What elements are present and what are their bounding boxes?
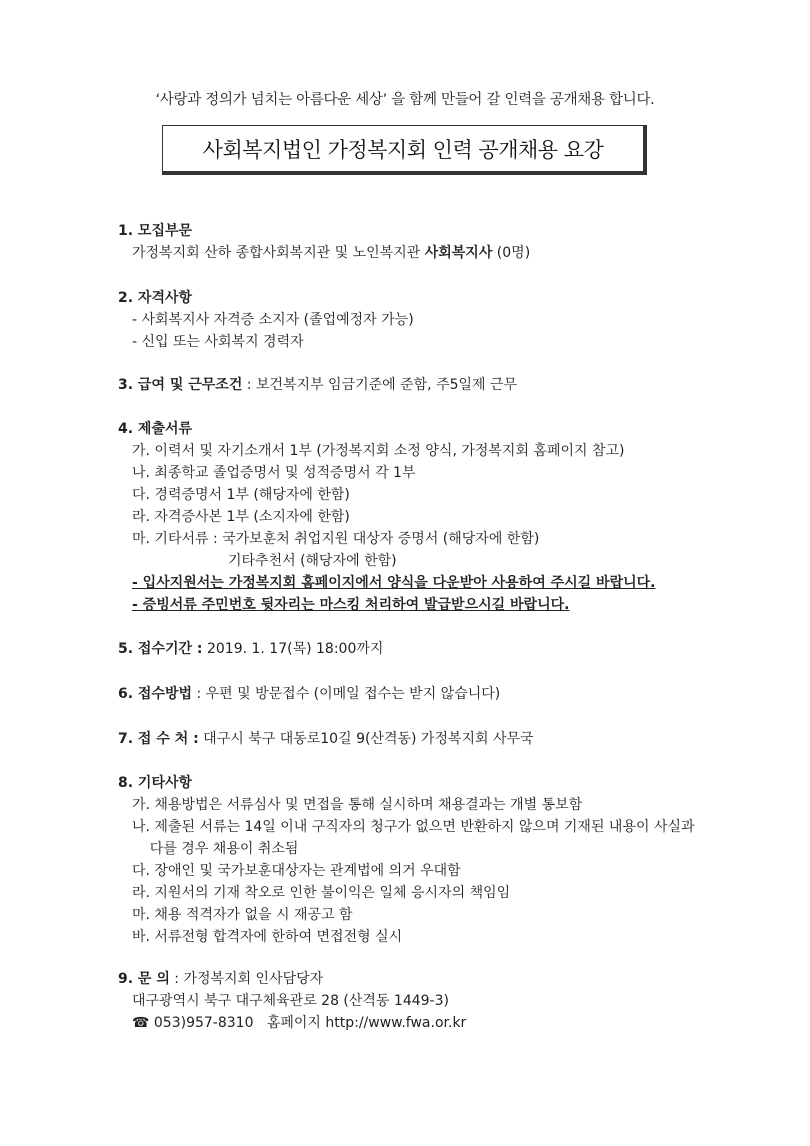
page-title: [162, 125, 647, 175]
section-qualification: [118, 287, 414, 353]
period-text: 2019. 1. 17(목) 18:00까지: [202, 641, 384, 657]
list-item: 가. 이력서 및 자기소개서 1부 (가정복지회 소정 양식, 가정복지회 홈페이지 참고): [132, 443, 625, 459]
list-item: 다를 경우 채용이 취소됨: [132, 841, 299, 857]
recruit-position: 사회복지사: [424, 245, 493, 261]
section-heading: 8. 기타사항: [118, 775, 193, 791]
page-title-text: 사회복지법인 가정복지회 인력 공개채용 요강: [202, 137, 604, 162]
section-contact: [118, 968, 466, 1034]
phone-icon: ☎: [132, 1015, 150, 1031]
list-item: 다. 장애인 및 국가보훈대상자는 관계법에 의거 우대함: [132, 863, 461, 879]
section-heading: 4. 제출서류: [118, 421, 193, 437]
section-heading: 1. 모집부문: [118, 223, 193, 239]
section-period: [118, 638, 383, 660]
recruit-count: (0명): [492, 245, 531, 261]
salary-text: : 보건복지부 임금기준에 준함, 주5일제 근무: [242, 377, 518, 393]
place-text: 대구시 북구 대동로10길 9(산격동) 가정복지회 사무국: [198, 731, 534, 747]
contact-address: 대구광역시 북구 대구체육관로 28 (산격동 1449-3): [132, 993, 449, 1009]
list-item: 바. 서류전형 합격자에 한하여 면접전형 실시: [132, 929, 403, 945]
intro-text: ‘사랑과 정의가 넘치는 아름다운 세상’ 을 함께 만들어 갈 인력을 공개채용 합니다.: [155, 92, 655, 108]
list-item: 라. 지원서의 기재 착오로 인한 불이익은 일체 응시자의 책임임: [132, 885, 511, 901]
section-salary: [118, 374, 517, 396]
contact-phone: 053)957-8310 홈페이지 http://www.fwa.or.kr: [149, 1015, 467, 1031]
list-item: - 사회복지사 자격증 소지자 (졸업예정자 가능): [132, 312, 414, 328]
list-item: 나. 최종학교 졸업증명서 및 성적증명서 각 1부: [132, 465, 416, 481]
recruit-field-text: 가정복지회 산하 종합사회복지관 및 노인복지관: [132, 245, 425, 261]
section-heading: 7. 접 수 처 :: [118, 731, 199, 747]
section-place: [118, 728, 534, 750]
notice-line: - 입사지원서는 가정복지회 홈페이지에서 양식을 다운받아 사용하여 주시길 바랍니다.: [132, 575, 656, 591]
section-method: [118, 683, 500, 705]
section-recruit-field: [118, 220, 530, 264]
section-heading: 3. 급여 및 근무조건: [118, 377, 243, 393]
list-item: 마. 기타서류 : 국가보훈처 취업지원 대상자 증명서 (해당자에 한함): [132, 531, 540, 547]
recruit-field-line: [118, 242, 530, 264]
list-item: 마. 채용 적격자가 없을 시 재공고 함: [132, 907, 353, 923]
contact-phone-line: [118, 1012, 466, 1034]
section-heading: 6. 접수방법: [118, 686, 193, 702]
method-text: : 우편 및 방문접수 (이메일 접수는 받지 않습니다): [192, 686, 501, 702]
section-heading: 2. 자격사항: [118, 290, 193, 306]
list-item: 기타추천서 (해당자에 한함): [228, 553, 397, 569]
list-item: 다. 경력증명서 1부 (해당자에 한함): [132, 487, 350, 503]
section-documents: [118, 418, 655, 616]
section-etc: [118, 772, 695, 948]
section-heading: 9. 문 의: [118, 971, 170, 987]
list-item: 나. 제출된 서류는 14일 이내 구직자의 청구가 없으면 반환하지 않으며 기재된 내용이 사실과: [132, 819, 695, 835]
list-item: - 신입 또는 사회복지 경력자: [132, 334, 304, 350]
list-item: 라. 자격증사본 1부 (소지자에 한함): [132, 509, 350, 525]
list-item: 가. 채용방법은 서류심사 및 면접을 통해 실시하며 채용결과는 개별 통보함: [132, 797, 583, 813]
notice-line: - 증빙서류 주민번호 뒷자리는 마스킹 처리하여 발급받으시길 바랍니다.: [132, 597, 570, 613]
section-heading: 5. 접수기간 :: [118, 641, 203, 657]
contact-text: : 가정복지회 인사담당자: [169, 971, 324, 987]
